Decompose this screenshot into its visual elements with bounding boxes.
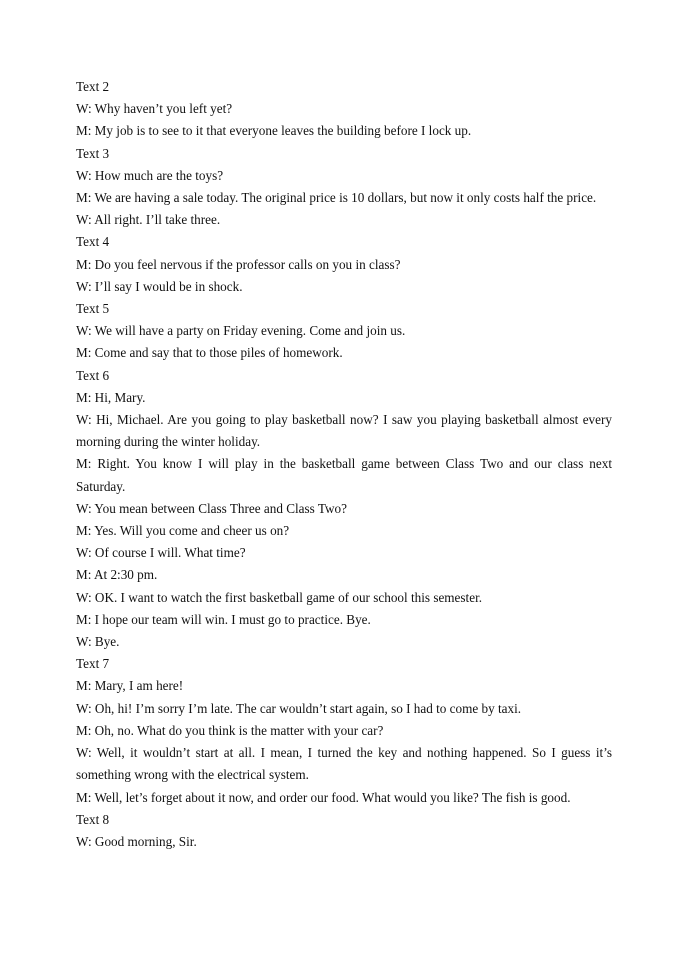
text-heading: Text 5 (76, 301, 110, 317)
dialogue-line: M: I hope our team will win. I must go to practice. Bye. (76, 611, 371, 627)
dialogue-line: W: Why haven’t you left yet? (76, 101, 233, 117)
dialogue-line: W: OK. I want to watch the first basketball game of our school this semester. (76, 589, 483, 605)
dialogue-line: W: Good morning, Sir. (76, 833, 197, 849)
dialogue-line: M: Well, let’s forget about it now, and order our food. What would you like? The fish is good. (76, 789, 571, 805)
dialogue-line: M: Yes. Will you come and cheer us on? (76, 523, 290, 539)
dialogue-line: W: You mean between Class Three and Class Two? (76, 500, 347, 516)
text-heading: Text 4 (76, 234, 110, 250)
dialogue-line: W: Well, it wouldn’t start at all. I mean, I turned the key and nothing happened. So I guess it’s something wrong with the electrical system. (76, 745, 612, 783)
dialogue-line: W: Of course I will. What time? (76, 545, 246, 561)
dialogue-line: W: Oh, hi! I’m sorry I’m late. The car wouldn’t start again, so I had to come by taxi. (76, 700, 522, 716)
text-heading: Text 8 (76, 811, 110, 827)
dialogue-line: M: Hi, Mary. (76, 389, 146, 405)
dialogue-line: M: Right. You know I will play in the basketball game between Class Two and our class next Saturday. (76, 456, 612, 494)
document-page (76, 76, 612, 853)
dialogue-line: M: Oh, no. What do you think is the matter with your car? (76, 722, 384, 738)
dialogue-line: W: We will have a party on Friday evening. Come and join us. (76, 323, 406, 339)
dialogue-line: M: At 2:30 pm. (76, 567, 158, 583)
dialogue-line: M: Come and say that to those piles of homework. (76, 345, 343, 361)
dialogue-line: M: My job is to see to it that everyone leaves the building before I lock up. (76, 123, 472, 139)
dialogue-line: M: Mary, I am here! (76, 678, 184, 694)
dialogue-line: W: All right. I’ll take three. (76, 212, 221, 228)
text-heading: Text 3 (76, 145, 110, 161)
dialogue-line: W: Bye. (76, 634, 120, 650)
dialogue-line: M: We are having a sale today. The original price is 10 dollars, but now it only costs half the price. (76, 190, 597, 206)
text-heading: Text 7 (76, 656, 110, 672)
dialogue-line: W: How much are the toys? (76, 167, 224, 183)
dialogue-line: M: Do you feel nervous if the professor calls on you in class? (76, 256, 401, 272)
dialogue-line: W: I’ll say I would be in shock. (76, 278, 243, 294)
text-heading: Text 6 (76, 367, 110, 383)
text-heading: Text 2 (76, 79, 110, 94)
dialogue-line: W: Hi, Michael. Are you going to play basketball now? I saw you playing basketball almost every morning during the winter holiday. (76, 412, 612, 450)
